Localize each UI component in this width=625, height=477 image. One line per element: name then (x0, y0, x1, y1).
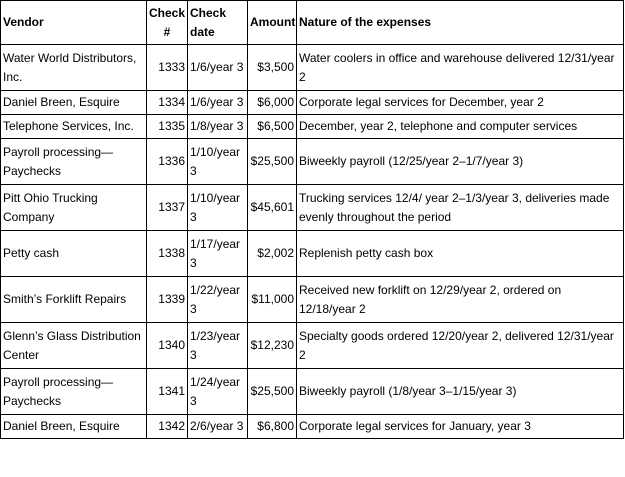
cell-check-number: 1340 (147, 323, 188, 369)
cell-check-number: 1333 (147, 45, 188, 91)
header-vendor: Vendor (1, 1, 147, 45)
cell-nature: Received new forklift on 12/29/year 2, ordered on 12/18/year 2 (297, 277, 624, 323)
cell-check-number: 1337 (147, 185, 188, 231)
cell-nature: Trucking services 12/4/ year 2–1/3/year 3, deliveries made evenly throughout the period (297, 185, 624, 231)
table-row (1, 91, 624, 115)
cell-vendor: Smith’s Forklift Repairs (1, 277, 147, 323)
cell-nature: Corporate legal services for December, year 2 (297, 91, 624, 115)
cell-check-number: 1335 (147, 115, 188, 139)
cell-amount: $12,230 (248, 323, 297, 369)
cell-nature: Replenish petty cash box (297, 231, 624, 277)
cell-vendor: Water World Distributors, Inc. (1, 45, 147, 91)
cell-check-number: 1338 (147, 231, 188, 277)
cell-amount: $2,002 (248, 231, 297, 277)
cell-vendor: Payroll processing—Paychecks (1, 139, 147, 185)
cell-amount: $11,000 (248, 277, 297, 323)
cell-nature: Biweekly payroll (1/8/year 3–1/15/year 3) (297, 369, 624, 415)
cell-check-date: 1/10/year 3 (188, 185, 248, 231)
header-amount: Amount (248, 1, 297, 45)
cell-vendor: Petty cash (1, 231, 147, 277)
cell-check-number: 1334 (147, 91, 188, 115)
cell-check-date: 1/24/year 3 (188, 369, 248, 415)
table-row (1, 323, 624, 369)
table-header-row (1, 1, 624, 45)
cell-check-number: 1341 (147, 369, 188, 415)
cell-vendor: Daniel Breen, Esquire (1, 415, 147, 439)
table-row (1, 369, 624, 415)
cell-vendor: Payroll processing—Paychecks (1, 369, 147, 415)
cell-vendor: Glenn’s Glass Distribution Center (1, 323, 147, 369)
cell-check-number: 1336 (147, 139, 188, 185)
cell-nature: Water coolers in office and warehouse delivered 12/31/year 2 (297, 45, 624, 91)
table-row (1, 185, 624, 231)
cell-check-date: 2/6/year 3 (188, 415, 248, 439)
cell-nature: Corporate legal services for January, year 3 (297, 415, 624, 439)
cell-amount: $6,500 (248, 115, 297, 139)
header-check-number: Check # (147, 1, 188, 45)
table-row (1, 45, 624, 91)
cell-amount: $6,800 (248, 415, 297, 439)
cell-amount: $25,500 (248, 139, 297, 185)
cell-check-date: 1/8/year 3 (188, 115, 248, 139)
cell-amount: $45,601 (248, 185, 297, 231)
cell-amount: $3,500 (248, 45, 297, 91)
cell-nature: December, year 2, telephone and computer services (297, 115, 624, 139)
cell-vendor: Pitt Ohio Trucking Company (1, 185, 147, 231)
cell-vendor: Telephone Services, Inc. (1, 115, 147, 139)
header-check-date: Check date (188, 1, 248, 45)
cell-check-date: 1/10/year 3 (188, 139, 248, 185)
cell-check-date: 1/23/year 3 (188, 323, 248, 369)
table-row (1, 415, 624, 439)
table-row (1, 115, 624, 139)
cell-nature: Specialty goods ordered 12/20/year 2, delivered 12/31/year 2 (297, 323, 624, 369)
cell-check-date: 1/6/year 3 (188, 45, 248, 91)
cell-amount: $25,500 (248, 369, 297, 415)
cell-check-date: 1/22/year 3 (188, 277, 248, 323)
table-row (1, 277, 624, 323)
cell-check-number: 1342 (147, 415, 188, 439)
cell-check-date: 1/6/year 3 (188, 91, 248, 115)
cell-amount: $6,000 (248, 91, 297, 115)
cell-vendor: Daniel Breen, Esquire (1, 91, 147, 115)
cell-check-number: 1339 (147, 277, 188, 323)
cell-nature: Biweekly payroll (12/25/year 2–1/7/year 3) (297, 139, 624, 185)
header-nature: Nature of the expenses (297, 1, 624, 45)
table-row (1, 139, 624, 185)
cell-check-date: 1/17/year 3 (188, 231, 248, 277)
table-row (1, 231, 624, 277)
